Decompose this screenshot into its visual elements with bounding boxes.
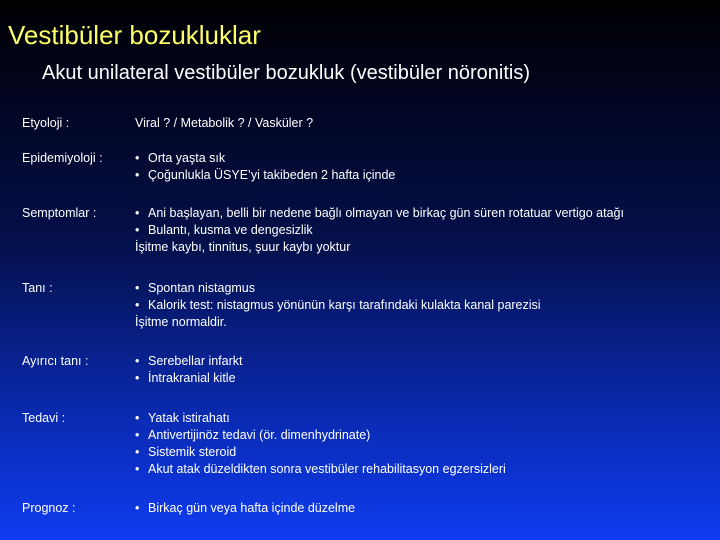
list-item — [135, 205, 705, 222]
row-label: Ayırıcı tanı : — [22, 354, 89, 368]
item-text: Kalorik test: nistagmus yönünün karşı tarafındaki kulakta kanal parezisi — [148, 298, 541, 312]
list-item — [135, 370, 705, 387]
row-label: Prognoz : — [22, 501, 76, 515]
slide-title: Vestibüler bozukluklar — [8, 20, 261, 50]
list-item — [135, 222, 705, 239]
list-item — [135, 115, 705, 132]
item-text: Serebellar infarkt — [148, 354, 243, 368]
row-label: Epidemiyoloji : — [22, 151, 103, 165]
item-text: Akut atak düzeldikten sonra vestibüler rehabilitasyon egzersizleri — [148, 462, 506, 476]
list-item — [135, 280, 705, 297]
item-text: Yatak istirahatı — [148, 411, 230, 425]
bullet-icon: • — [135, 411, 140, 425]
list-item — [135, 444, 705, 461]
bullet-icon: • — [135, 151, 140, 165]
list-item — [135, 427, 705, 444]
bullet-icon: • — [135, 206, 140, 220]
bullet-icon: • — [135, 168, 140, 182]
bullet-icon: • — [135, 281, 140, 295]
bullet-icon: • — [135, 371, 140, 385]
item-text: Orta yaşta sık — [148, 151, 226, 165]
list-item — [135, 500, 705, 517]
list-item — [135, 314, 705, 331]
list-item — [135, 353, 705, 370]
item-text: Antivertijinöz tedavi (ör. dimenhydrinate) — [148, 428, 371, 442]
row-content — [135, 500, 705, 517]
row-label: Tanı : — [22, 281, 53, 295]
list-item — [135, 239, 705, 256]
item-text: Çoğunlukla ÜSYE’yi takibeden 2 hafta içinde — [148, 168, 396, 182]
row-label: Semptomlar : — [22, 206, 97, 220]
list-item — [135, 297, 705, 314]
item-text: Ani başlayan, belli bir nedene bağlı olmayan ve birkaç gün süren rotatuar vertigo atağı — [148, 206, 624, 220]
bullet-icon: • — [135, 223, 140, 237]
slide-subtitle: Akut unilateral vestibüler bozukluk (vestibüler nöronitis) — [42, 62, 531, 84]
item-text: Viral ? / Metabolik ? / Vasküler ? — [135, 116, 314, 130]
item-text: İntrakranial kitle — [148, 371, 236, 385]
bullet-icon: • — [135, 298, 140, 312]
row-label: Etyoloji : — [22, 116, 70, 130]
item-text: Sistemik steroid — [148, 445, 237, 459]
item-text: Spontan nistagmus — [148, 281, 256, 295]
item-text: İşitme kaybı, tinnitus, şuur kaybı yoktur — [135, 240, 351, 254]
item-text: Bulantı, kusma ve dengesizlik — [148, 223, 313, 237]
list-item — [135, 410, 705, 427]
item-text: Birkaç gün veya hafta içinde düzelme — [148, 501, 356, 515]
list-item — [135, 150, 705, 167]
row-content — [135, 205, 705, 256]
list-item — [135, 461, 705, 478]
bullet-icon: • — [135, 501, 140, 515]
row-content — [135, 353, 705, 387]
item-text: İşitme normaldir. — [135, 315, 227, 329]
bullet-icon: • — [135, 445, 140, 459]
row-content — [135, 150, 705, 184]
row-label: Tedavi : — [22, 411, 66, 425]
bullet-icon: • — [135, 428, 140, 442]
row-content — [135, 115, 705, 132]
list-item — [135, 167, 705, 184]
bullet-icon: • — [135, 462, 140, 476]
bullet-icon: • — [135, 354, 140, 368]
row-content — [135, 280, 705, 331]
row-content — [135, 410, 705, 478]
